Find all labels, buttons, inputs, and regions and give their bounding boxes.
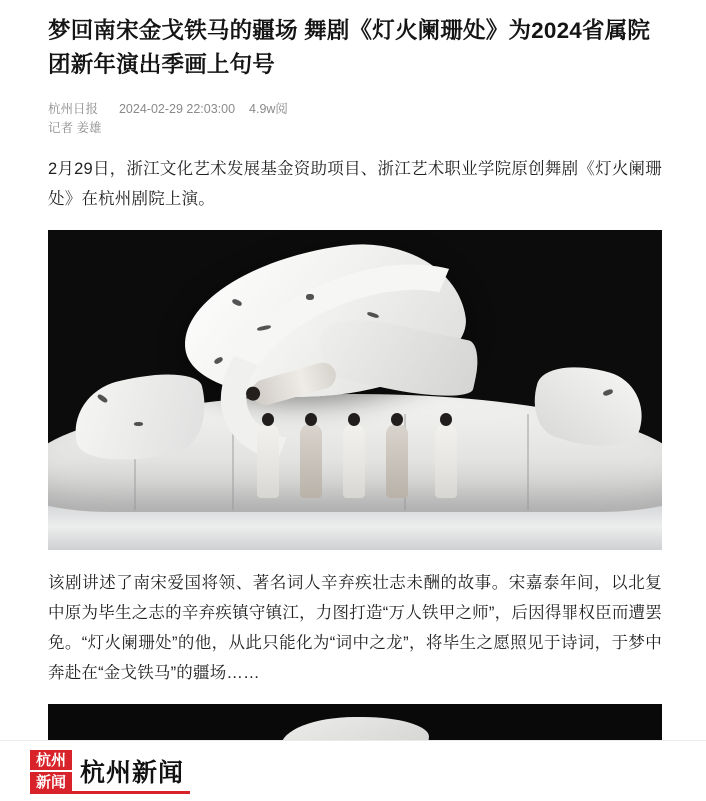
dancer-figure — [386, 424, 408, 498]
article-paragraph-2: 该剧讲述了南宋爱国将领、著名词人辛弃疾壮志未酬的故事。宋嘉泰年间，以北复中原为毕生之志的辛弃疾镇守镇江，力图打造“万人铁甲之师”，后因得罪权臣而遭罢免。“灯火阑珊处”的他，从此只能化为“词中之龙”，将毕生之愿照见于诗词，于梦中奔赴在“金戈铁马”的疆场…… — [48, 574, 662, 682]
dancer-figure — [343, 424, 365, 498]
meta-read-count: 4.9w阅 — [249, 102, 288, 116]
stage-photo-silk-dancers — [48, 230, 662, 550]
ink-calligraphy-mark — [306, 294, 314, 300]
page-title: 梦回南宋金戈铁马的疆场 舞剧《灯火阑珊处》为2024省属院团新年演出季画上句号 — [48, 18, 651, 77]
dancer-figure — [257, 424, 279, 498]
article-paragraph-1: 2月29日，浙江文化艺术发展基金资助项目、浙江艺术职业学院原创舞剧《灯火阑珊处》在杭州剧院上演。 — [48, 160, 662, 208]
logo-top-text: 杭州 — [30, 750, 72, 770]
hangzhou-news-logo-icon — [30, 750, 72, 792]
meta-row-byline — [48, 119, 662, 138]
brand-accent-underline — [30, 791, 190, 794]
ink-calligraphy-mark — [134, 422, 143, 426]
article-meta — [48, 100, 662, 138]
brand-name: 杭州新闻 — [80, 759, 185, 787]
meta-source: 杭州日报 — [48, 102, 99, 116]
dancer-figure — [300, 424, 322, 498]
cloth-fold — [527, 414, 529, 510]
meta-timestamp: 2024-02-29 22:03:00 — [118, 102, 236, 116]
logo-bottom-text: 新闻 — [30, 772, 72, 792]
article-figure-1 — [48, 230, 662, 550]
meta-row-primary — [48, 100, 662, 119]
dancer-figure — [435, 424, 457, 498]
meta-byline: 记者 姜雄 — [48, 121, 102, 135]
